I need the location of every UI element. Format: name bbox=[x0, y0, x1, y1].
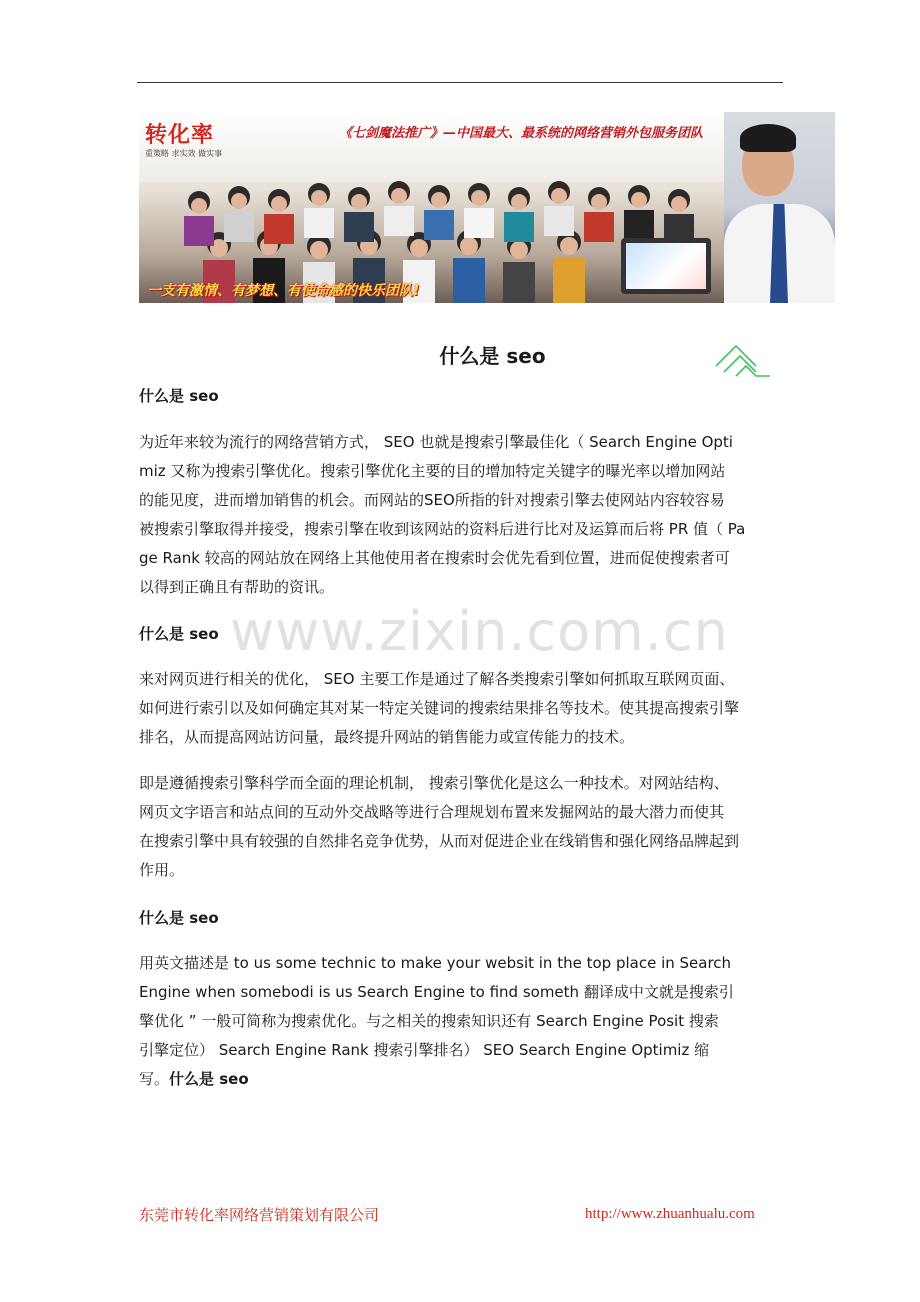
footer-url-link[interactable]: http://www.zhuanhualu.com bbox=[585, 1206, 755, 1222]
paragraph-line: 即是遵循搜索引擎科学而全面的理论机制， 搜索引擎优化是这么一种技术。对网站结构、 bbox=[139, 774, 729, 792]
banner-logo-subtitle: 重策略 求实效 做实事 bbox=[145, 149, 223, 158]
paragraph-line: 以得到正确且有帮助的资讯。 bbox=[139, 578, 335, 596]
footer-company: 东莞市转化率网络营销策划有限公司 bbox=[139, 1206, 380, 1224]
paragraph-line: 来对网页进行相关的优化， SEO 主要工作是通过了解各类搜索引擎如何抓取互联网页面、 bbox=[139, 670, 735, 688]
section-heading-1: 什么是 seo bbox=[139, 387, 219, 405]
header-rule bbox=[137, 82, 783, 83]
paragraph-line: 为近年来较为流行的网络营销方式， SEO 也就是搜索引擎最佳化（ Search Engine Opti bbox=[139, 433, 733, 451]
portrait-hair bbox=[740, 124, 796, 152]
paragraph-line: 在搜索引擎中具有较强的自然排名竞争优势，从而对促进企业在线销售和强化网络品牌起到 bbox=[139, 832, 740, 850]
last-line-text: 写。 bbox=[139, 1070, 170, 1088]
paragraph-line: ge Rank 较高的网站放在网络上其他使用者在搜索时会优先看到位置，进而促使搜索者可 bbox=[139, 549, 730, 567]
watermark: www.zixin.com.cn bbox=[230, 600, 729, 663]
tablet-screen bbox=[626, 243, 706, 289]
paragraph-line: 排名，从而提高网站访问量，最终提升网站的销售能力或宣传能力的技术。 bbox=[139, 728, 635, 746]
paragraph-line: Engine when somebodi is us Search Engine to find someth 翻译成中文就是搜索引 bbox=[139, 983, 734, 1001]
page-title: 什么是 seo bbox=[439, 344, 546, 368]
paragraph-line: 被搜索引擎取得并接受，搜索引擎在收到该网站的资料后进行比对及运算而后将 PR 值（ Pa bbox=[139, 520, 746, 538]
section-heading-2: 什么是 seo bbox=[139, 625, 219, 643]
paragraph-line: 的能见度，进而增加销售的机会。而网站的SEO所指的针对搜索引擎去使网站内容较容易 bbox=[139, 491, 725, 509]
paragraph-last-line bbox=[139, 1065, 734, 1094]
section-paragraph-2 bbox=[139, 665, 739, 752]
section-heading-3: 什么是 seo bbox=[139, 909, 219, 927]
banner-slogan-top: 《七剑魔法推广》—中国最大、最系统的网络营销外包服务团队 bbox=[339, 126, 704, 141]
banner-logo: 转化率 bbox=[145, 122, 215, 148]
paragraph-line: miz 又称为搜索引擎优化。搜索引擎优化主要的目的增加特定关键字的曝光率以增加网站 bbox=[139, 462, 726, 480]
section-paragraph-1 bbox=[139, 428, 745, 602]
banner-slogan-bottom: 一支有激情、有梦想、有使命感的快乐团队! bbox=[147, 283, 420, 299]
team-banner bbox=[139, 112, 835, 303]
paragraph-line: 引擎定位） Search Engine Rank 搜索引擎排名） SEO Search Engine Optimiz 缩 bbox=[139, 1041, 710, 1059]
portrait-photo bbox=[724, 112, 835, 303]
paragraph-line: 擎优化 ” 一般可简称为搜索优化。与之相关的搜索知识还有 Search Engine Posit 搜索 bbox=[139, 1012, 719, 1030]
inline-bold-heading: 什么是 seo bbox=[169, 1070, 249, 1088]
decorative-chevron-icon bbox=[714, 338, 772, 378]
paragraph-line: 作用。 bbox=[139, 861, 185, 879]
paragraph-line: 用英文描述是 to us some technic to make your websit in the top place in Search bbox=[139, 954, 732, 972]
section-paragraph-3 bbox=[139, 769, 739, 885]
paragraph-line: 如何进行索引以及如何确定其对某一特定关键词的搜索结果排名等技术。使其提高搜索引擎 bbox=[139, 699, 740, 717]
section-paragraph-4 bbox=[139, 949, 734, 1094]
paragraph-line: 网页文字语言和站点间的互动外交战略等进行合理规划布置来发掘网站的最大潜力而使其 bbox=[139, 803, 725, 821]
